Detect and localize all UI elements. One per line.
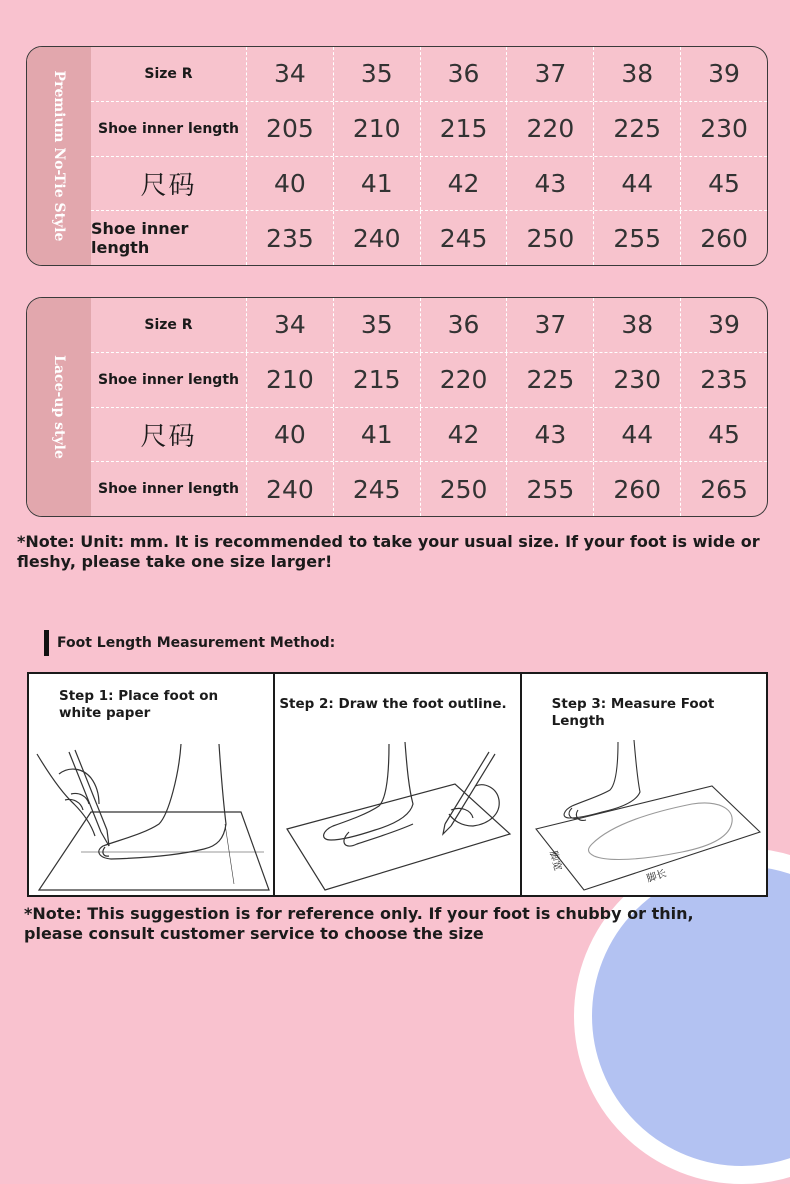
cell: 245 bbox=[334, 462, 421, 516]
cell: 235 bbox=[247, 211, 334, 265]
step-2-illustration bbox=[275, 674, 520, 895]
step-2-panel bbox=[275, 674, 521, 895]
table-row bbox=[91, 353, 767, 408]
cell: 210 bbox=[247, 353, 334, 407]
cell: 235 bbox=[700, 365, 748, 395]
side-label-text: Lace-up style bbox=[51, 355, 67, 459]
row-label: Size R bbox=[91, 47, 247, 101]
cell: 34 bbox=[247, 47, 334, 101]
table-row bbox=[91, 157, 767, 212]
method-title: Foot Length Measurement Method: bbox=[57, 635, 336, 651]
cell: 220 bbox=[421, 353, 508, 407]
reference-note: *Note: This suggestion is for reference only. If your foot is chubby or thin, please consult customer service to choose the size bbox=[24, 904, 694, 943]
cell: 43 bbox=[507, 408, 594, 462]
cell: 38 bbox=[594, 298, 681, 352]
cell: 37 bbox=[507, 47, 594, 101]
cell: 38 bbox=[594, 47, 681, 101]
cell: 255 bbox=[594, 211, 681, 265]
row-label: Shoe inner length bbox=[91, 353, 247, 407]
step-1-title: Step 1: Place foot on white paper bbox=[59, 688, 219, 721]
cell: 35 bbox=[334, 47, 421, 101]
cell: 250 bbox=[507, 211, 594, 265]
table-row bbox=[91, 462, 767, 516]
table-grid bbox=[91, 298, 767, 516]
table-side-label bbox=[27, 298, 91, 516]
cell: 240 bbox=[334, 211, 421, 265]
row-label: Shoe inner length bbox=[91, 102, 247, 156]
table-row bbox=[91, 408, 767, 463]
measurement-steps bbox=[27, 672, 768, 897]
cell: 42 bbox=[421, 408, 508, 462]
cell: 225 bbox=[507, 353, 594, 407]
step-1-panel bbox=[29, 674, 275, 895]
method-heading bbox=[44, 630, 335, 656]
cell: 45 bbox=[708, 419, 740, 449]
cell: 41 bbox=[334, 157, 421, 211]
cell: 44 bbox=[594, 408, 681, 462]
table-grid bbox=[91, 47, 767, 265]
cell: 265 bbox=[700, 474, 748, 504]
foot-length-label: 脚长 bbox=[645, 868, 668, 885]
table-side-label bbox=[27, 47, 91, 265]
cell: 215 bbox=[334, 353, 421, 407]
cell: 255 bbox=[507, 462, 594, 516]
cell: 34 bbox=[247, 298, 334, 352]
cell: 39 bbox=[708, 310, 740, 340]
size-table-lace-up bbox=[26, 297, 768, 517]
size-table-no-tie bbox=[26, 46, 768, 266]
row-label: Shoe inner length bbox=[91, 211, 247, 265]
cell: 245 bbox=[421, 211, 508, 265]
cell: 44 bbox=[594, 157, 681, 211]
table-row bbox=[91, 47, 767, 102]
side-label-text: Premium No-Tie Style bbox=[51, 70, 67, 242]
row-label: Size R bbox=[91, 298, 247, 352]
cell: 42 bbox=[421, 157, 508, 211]
cell: 36 bbox=[421, 298, 508, 352]
cell: 225 bbox=[594, 102, 681, 156]
cell: 39 bbox=[708, 59, 740, 89]
cell: 37 bbox=[507, 298, 594, 352]
step-3-illustration bbox=[522, 674, 766, 895]
heading-bar bbox=[44, 630, 49, 656]
cell: 36 bbox=[421, 47, 508, 101]
cell: 215 bbox=[421, 102, 508, 156]
cell: 45 bbox=[708, 168, 740, 198]
cell: 205 bbox=[247, 102, 334, 156]
cell: 210 bbox=[334, 102, 421, 156]
cell: 40 bbox=[247, 157, 334, 211]
cell: 35 bbox=[334, 298, 421, 352]
unit-note: *Note: Unit: mm. It is recommended to take your usual size. If your foot is wide or fleshy, please take one size larger! bbox=[17, 532, 760, 571]
corner-decoration bbox=[574, 848, 790, 1184]
cell: 43 bbox=[507, 157, 594, 211]
row-label: Shoe inner length bbox=[91, 462, 247, 516]
foot-width-label: 脚宽 bbox=[546, 849, 563, 873]
cell: 260 bbox=[700, 223, 748, 253]
table-row bbox=[91, 102, 767, 157]
cell: 230 bbox=[700, 114, 748, 144]
table-row bbox=[91, 298, 767, 353]
cell: 220 bbox=[507, 102, 594, 156]
cell: 230 bbox=[594, 353, 681, 407]
step-3-panel bbox=[522, 674, 766, 895]
cell: 40 bbox=[247, 408, 334, 462]
cell: 260 bbox=[594, 462, 681, 516]
cell: 240 bbox=[247, 462, 334, 516]
cell: 41 bbox=[334, 408, 421, 462]
step-3-title: Step 3: Measure Foot Length bbox=[551, 696, 715, 729]
step-2-title: Step 2: Draw the foot outline. bbox=[279, 696, 507, 712]
step-1-illustration bbox=[29, 674, 274, 895]
row-label: 尺码 bbox=[91, 157, 247, 211]
table-row bbox=[91, 211, 767, 265]
row-label: 尺码 bbox=[91, 408, 247, 462]
cell: 250 bbox=[421, 462, 508, 516]
